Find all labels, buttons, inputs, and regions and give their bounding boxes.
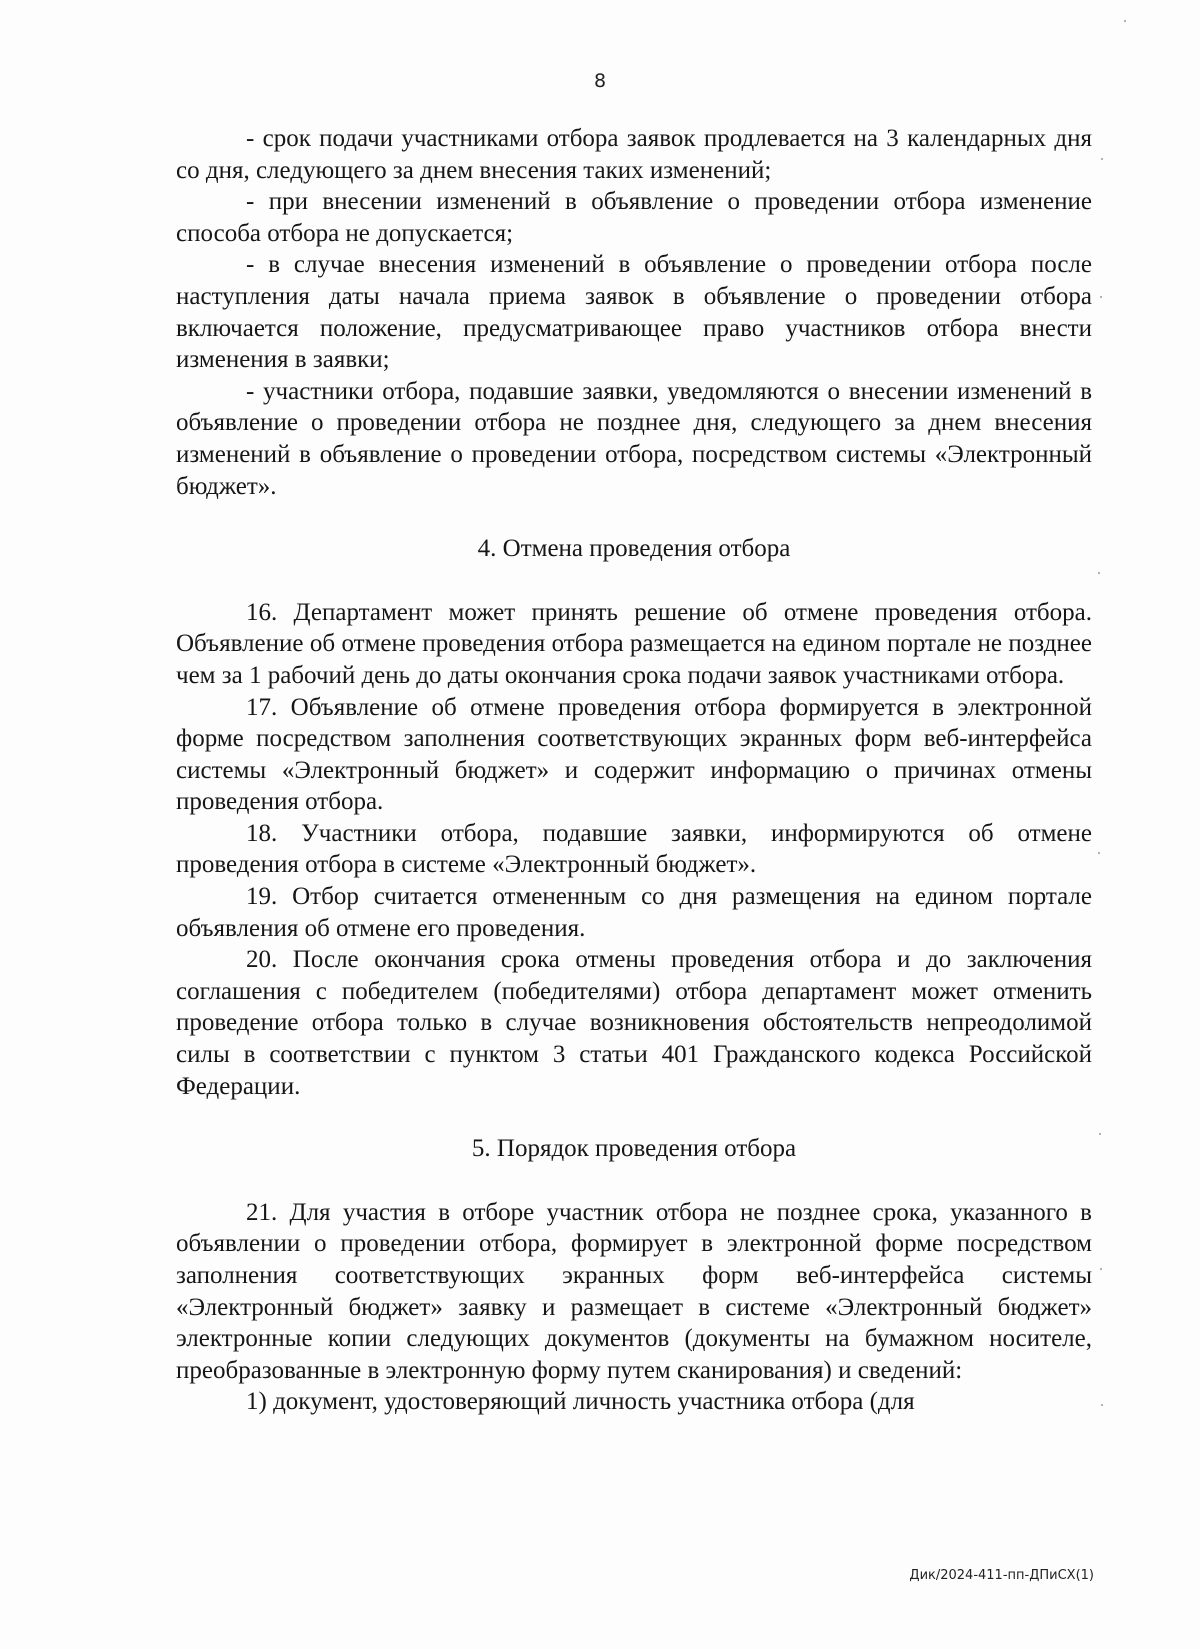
scan-speck bbox=[1100, 296, 1102, 298]
scan-speck bbox=[1124, 20, 1126, 22]
clause-21-item-1: 1) документ, удостоверяющий личность участника отбора (для bbox=[246, 1388, 915, 1416]
section-heading-4: 4. Отмена проведения отбора bbox=[477, 535, 791, 563]
scan-speck bbox=[1098, 852, 1100, 854]
clause-21: 21. Для участия в отборе участник отбора не позднее срока, указанного в объявлении о проведении отбора, формирует в электронной форме посредством заполнения соответствующих экранных форм веб-интерфейса системы «Электронный бюджет» заявку и размещает в системе «Электронный бюджет» электронные копии следующих документов (документы на бумажном носителе, преобразованные в электронную форму путем сканирования) и сведений: bbox=[176, 1198, 1092, 1384]
page-number: 8 bbox=[593, 70, 607, 92]
section-heading-5: 5. Порядок проведения отбора bbox=[471, 1135, 797, 1163]
scan-speck bbox=[1101, 1404, 1103, 1406]
clause-20: 20. После окончания срока отмены проведения отбора и до заключения соглашения с победителем (победителями) отбора департамент может отменить проведение отбора только в случае возникновения обстоятельств непреодолимой силы в соответствии с пунктом 3 статьи 401 Гражданского кодекса Российской Федерации. bbox=[176, 946, 1092, 1100]
paragraph: - участники отбора, подавшие заявки, уведомляются о внесении изменений в объявление о проведении отбора не позднее дня, следующего за днем внесения изменений в объявление о проведении отбора, посредством системы «Электронный бюджет». bbox=[176, 377, 1092, 500]
scan-speck bbox=[1101, 158, 1103, 160]
clause-16: 16. Департамент может принять решение об отмене проведения отбора. Объявление об отмене проведения отбора размещается на едином портале не позднее чем за 1 рабочий день до даты окончания срока подачи заявок участниками отбора. bbox=[176, 598, 1092, 689]
paragraph: - в случае внесения изменений в объявление о проведении отбора после наступления даты начала приема заявок в объявление о проведении отбора включается положение, предусматривающее право участников отбора внести изменения в заявки; bbox=[176, 251, 1092, 374]
paragraph: - срок подачи участниками отбора заявок продлевается на 3 календарных дня со дня, следующего за днем внесения таких изменений; bbox=[176, 125, 1092, 184]
scan-speck bbox=[1100, 1268, 1102, 1270]
clause-18: 18. Участники отбора, подавшие заявки, информируются об отмене проведения отбора в системе «Электронный бюджет». bbox=[176, 819, 1092, 879]
clause-17: 17. Объявление об отмене проведения отбора формируется в электронной форме посредством заполнения соответствующих экранных форм веб-интерфейса системы «Электронный бюджет» и содержит информацию о причинах отмены проведения отбора. bbox=[176, 693, 1092, 816]
document-code: Дик/2024-411-пп-ДПиСХ(1) bbox=[909, 1568, 1094, 1583]
clause-19: 19. Отбор считается отмененным со дня размещения на едином портале объявления об отмене его проведения. bbox=[176, 883, 1092, 942]
document-body bbox=[176, 123, 1092, 1418]
scan-speck bbox=[1098, 572, 1100, 574]
scan-speck bbox=[1099, 1133, 1101, 1135]
paragraph: - при внесении изменений в объявление о проведении отбора изменение способа отбора не допускается; bbox=[176, 188, 1092, 247]
